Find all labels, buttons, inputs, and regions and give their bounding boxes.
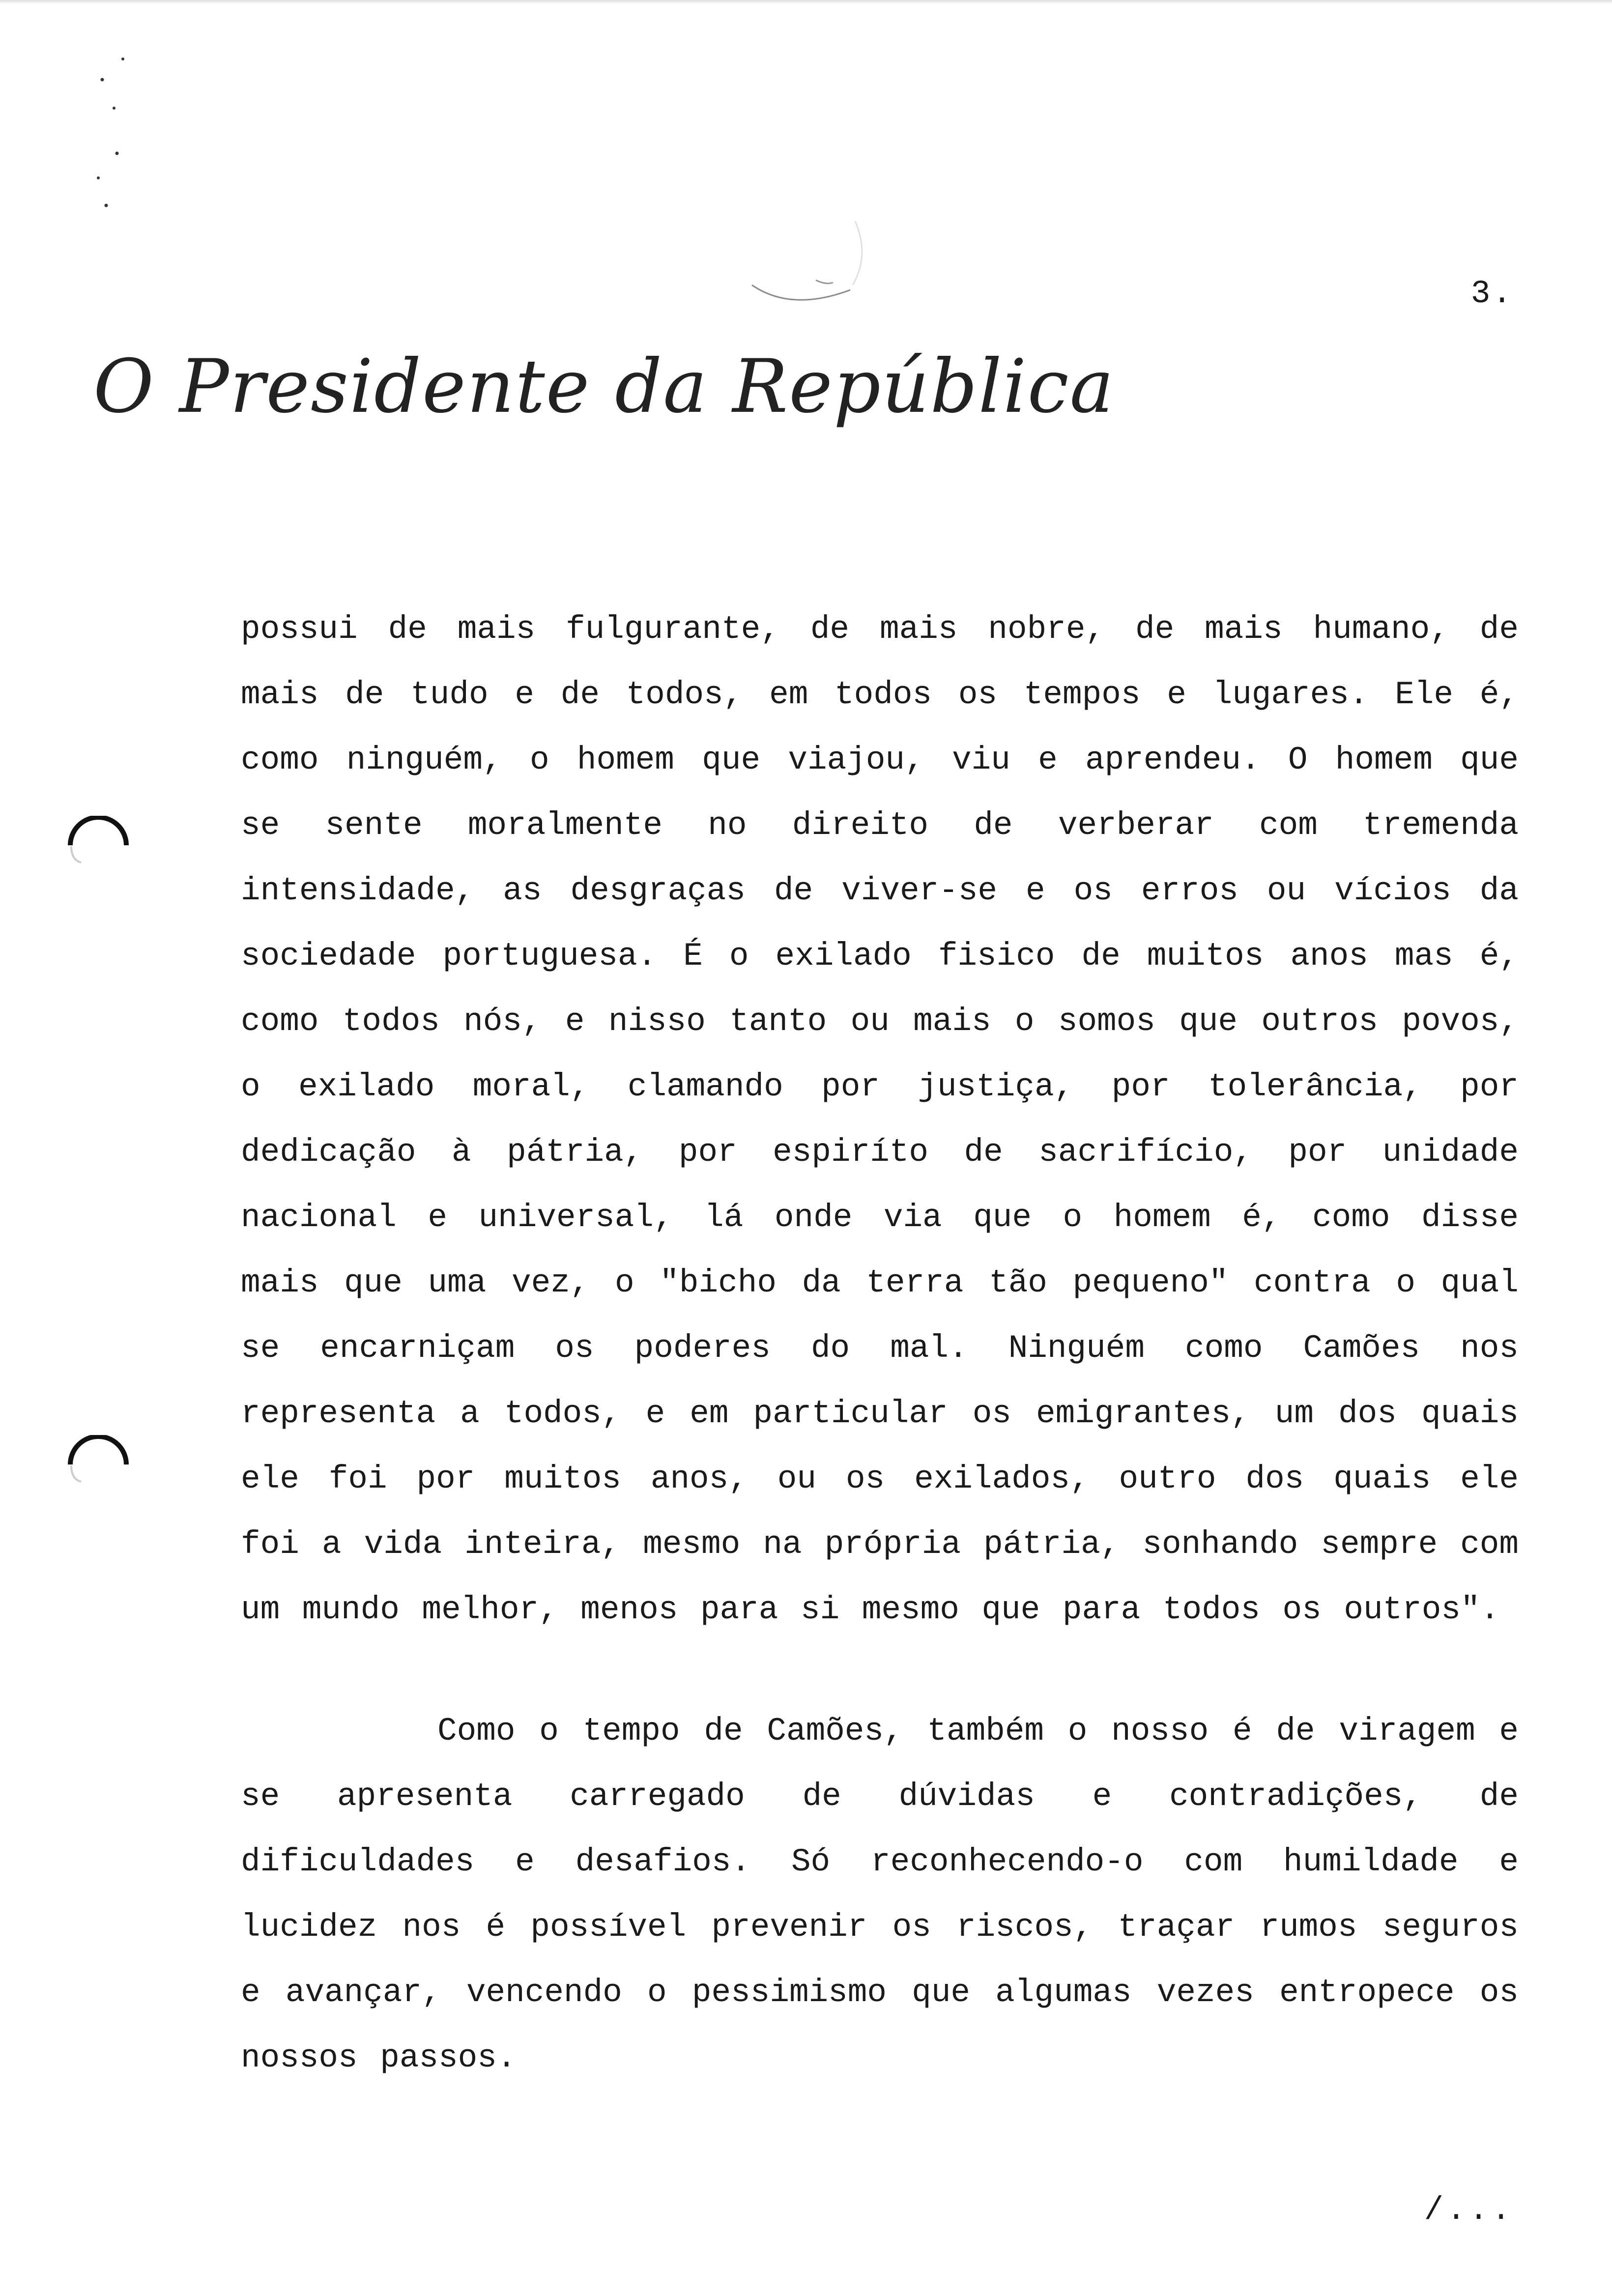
continuation-mark: /...	[1424, 2192, 1514, 2229]
punch-hole-mark	[66, 816, 130, 880]
body-paragraph-1: possui de mais fulgurante, de mais nobre, de mais humano, de mais de tudo e de todos, em todos os tempos e lugares. Ele é, como ninguém, o homem que viajou, viu e aprendeu. O homem que se sente moralmente no direito de verberar com tremenda intensidade, as desgraças de viver-se e os erros ou vícios da sociedade portuguesa. É o exilado fisico de muitos anos mas é, como todos nós, e nisso tanto ou mais o somos que outros povos, o exilado moral, clamando por justiça, por tolerância, por dedicação à pátria, por espiríto de sacrifício, por unidade nacional e universal, lá onde via que o homem é, como disse mais que uma vez, o "bicho da terra tão pequeno" contra o qual se encarniçam os poderes do mal. Ninguém como Camões nos representa a todos, e em particular os emigrantes, um dos quais ele foi por muitos anos, ou os exilados, outro dos quais ele foi a vida inteira, mesmo na própria pátria, sonhando sempre com um mundo melhor, menos para si mesmo que para todos os outros".	[241, 611, 1519, 1628]
margin-dot	[101, 78, 104, 82]
scan-edge	[0, 0, 1612, 4]
letterhead-title: O Presidente da República	[93, 344, 1115, 430]
margin-marks	[88, 49, 128, 216]
page-number: 3.	[1470, 275, 1514, 312]
faint-seal-mark	[742, 211, 870, 319]
punch-hole-mark	[66, 1435, 130, 1499]
margin-dot	[105, 204, 108, 207]
margin-dot	[115, 152, 119, 155]
body-paragraph-2: Como o tempo de Camões, também o nosso é de viragem e se apresenta carregado de dúvidas e contradições, de dificuldades e desafios. Só reconhecendo-o com humildade e lucidez nos é possível prevenir os riscos, traçar rumos seguros e avançar, vencendo o pessimismo que algumas vezes entropece os nossos passos.	[241, 1713, 1519, 2076]
margin-dot	[97, 176, 100, 179]
margin-dot	[113, 107, 115, 110]
margin-dot	[121, 57, 124, 60]
